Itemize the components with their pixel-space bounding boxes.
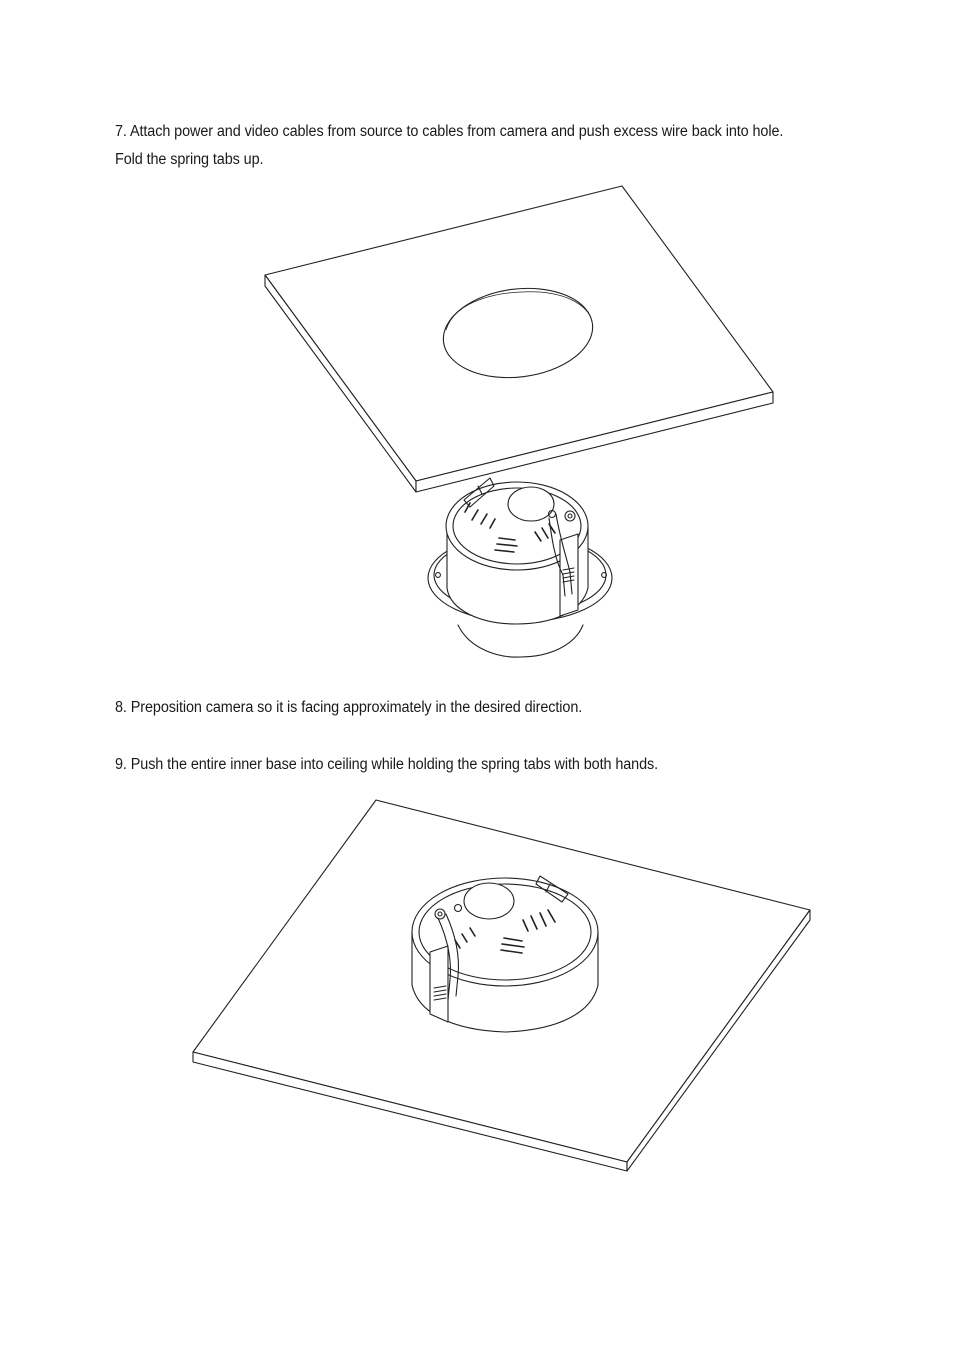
step-8-line-1: 8. Preposition camera so it is facing approximately in the desired direction. xyxy=(115,699,583,716)
dome-camera-installed xyxy=(412,876,598,1032)
step-9-line-1: 9. Push the entire inner base into ceiling while holding the spring tabs with both hands. xyxy=(115,756,659,773)
step-7-line-2: Fold the spring tabs up. xyxy=(115,151,264,168)
step-7-line-1: 7. Attach power and video cables from source to cables from camera and push excess wire back into hole. xyxy=(115,123,784,140)
